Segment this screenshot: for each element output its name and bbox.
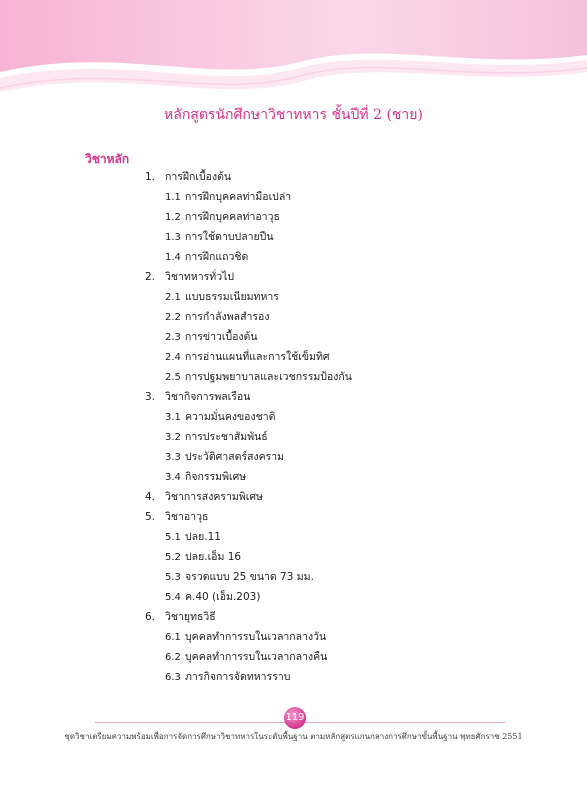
outline-subitem	[165, 530, 221, 545]
outline-subitem	[165, 310, 269, 325]
item-number: 4.	[145, 491, 156, 503]
item-label: วิชาทหารทั่วไป	[165, 271, 235, 283]
page-number-badge: 119	[284, 707, 306, 729]
subitem-label: การประชาสัมพันธ์	[185, 431, 268, 443]
header-wave-banner	[0, 0, 587, 110]
subitem-number: 1.4	[165, 252, 181, 263]
outline-subitem	[165, 330, 258, 345]
outline-subitem	[165, 550, 241, 565]
item-number: 3.	[145, 391, 156, 403]
subitem-label: การฝึกบุคคลท่ามือเปล่า	[185, 191, 292, 203]
subitem-number: 3.4	[165, 472, 181, 483]
subitem-number: 6.1	[165, 632, 181, 643]
subitem-number: 3.1	[165, 412, 181, 423]
outline-subitem	[165, 370, 352, 385]
outline-item	[145, 390, 250, 404]
item-number: 2.	[145, 271, 156, 283]
item-number: 5.	[145, 511, 156, 523]
subitem-label: ความมั่นคงของชาติ	[185, 411, 276, 423]
subitem-label: การฝึกแถวชิด	[185, 251, 249, 263]
outline-subitem	[165, 350, 330, 365]
subitem-number: 2.1	[165, 292, 181, 303]
subitem-number: 6.3	[165, 672, 181, 683]
subitem-number: 1.1	[165, 192, 181, 203]
outline-subitem	[165, 190, 291, 205]
item-label: วิชายุทธวิธี	[165, 611, 216, 623]
item-label: วิชาการสงครามพิเศษ	[165, 491, 263, 503]
subitem-label: การฝึกบุคคลท่าอาวุธ	[185, 211, 280, 223]
outline-subitem	[165, 450, 284, 465]
outline-item	[145, 610, 216, 624]
outline-item	[145, 490, 263, 504]
outline-item	[145, 510, 208, 524]
item-number: 1.	[145, 171, 156, 183]
subitem-label: ปลย.เอ็ม 16	[185, 551, 242, 563]
subitem-label: กิจกรรมพิเศษ	[185, 471, 247, 483]
outline-item	[145, 270, 234, 284]
outline-subitem	[165, 470, 246, 485]
subitem-number: 5.3	[165, 572, 181, 583]
item-label: วิชาอาวุธ	[165, 511, 209, 523]
subitem-number: 6.2	[165, 652, 181, 663]
outline-subitem	[165, 630, 326, 645]
outline-subitem	[165, 230, 274, 245]
outline-subitem	[165, 650, 327, 665]
subitem-number: 5.1	[165, 532, 181, 543]
subitem-label: การข่าวเบื้องต้น	[185, 331, 258, 343]
subitem-number: 5.4	[165, 592, 181, 603]
outline-subitem	[165, 210, 280, 225]
outline-subitem	[165, 570, 314, 585]
item-label: การฝึกเบื้องต้น	[165, 171, 232, 183]
subitem-label: การปฐมพยาบาลและเวชกรรมป้องกัน	[185, 371, 352, 383]
subitem-label: ประวัติศาสตร์สงคราม	[185, 451, 285, 463]
outline-subitem	[165, 430, 268, 445]
outline-subitem	[165, 290, 279, 305]
subitem-number: 1.3	[165, 232, 181, 243]
outline-item	[145, 170, 231, 184]
subitem-label: การกำลังพลสำรอง	[185, 311, 270, 323]
outline-subitem	[165, 410, 275, 425]
subitem-number: 2.3	[165, 332, 181, 343]
footer-text: ชุดวิชาเตรียมความพร้อมเพื่อการจัดการศึกษาวิชาทหารในระดับพื้นฐาน ตามหลักสูตรแกนกลางการศึกษาขั้นพื้นฐาน พุทธศักราช 2551	[64, 732, 523, 741]
subitem-label: จรวดแบบ 25 ขนาด 73 มม.	[185, 571, 314, 583]
page-title: หลักสูตรนักศึกษาวิชาทหาร ชั้นปีที่ 2 (ชาย)	[164, 107, 423, 123]
item-label: วิชากิจการพลเรือน	[165, 391, 251, 403]
outline-subitem	[165, 590, 260, 605]
subitem-number: 1.2	[165, 212, 181, 223]
subitem-number: 3.3	[165, 452, 181, 463]
outline-subitem	[165, 670, 290, 685]
subitem-number: 2.2	[165, 312, 181, 323]
subitem-label: บุคคลทำการรบในเวลากลางคืน	[185, 651, 328, 663]
subitem-label: การใช้ดาบปลายปืน	[185, 231, 274, 243]
subitem-label: ปลย.11	[185, 531, 221, 543]
outline-subitem	[165, 250, 248, 265]
subitem-label: แบบธรรมเนียมทหาร	[185, 291, 279, 303]
subitem-label: การอ่านแผนที่และการใช้เข็มทิศ	[185, 351, 330, 363]
subitem-number: 2.4	[165, 352, 181, 363]
item-number: 6.	[145, 611, 156, 623]
subitem-label: ค.40 (เอ็ม.203)	[185, 591, 261, 603]
subitem-number: 3.2	[165, 432, 181, 443]
subitem-label: บุคคลทำการรบในเวลากลางวัน	[185, 631, 327, 643]
section-heading: วิชาหลัก	[85, 152, 130, 166]
subitem-label: ภารกิจการจัดทหารราบ	[185, 671, 291, 683]
subitem-number: 2.5	[165, 372, 181, 383]
subitem-number: 5.2	[165, 552, 181, 563]
